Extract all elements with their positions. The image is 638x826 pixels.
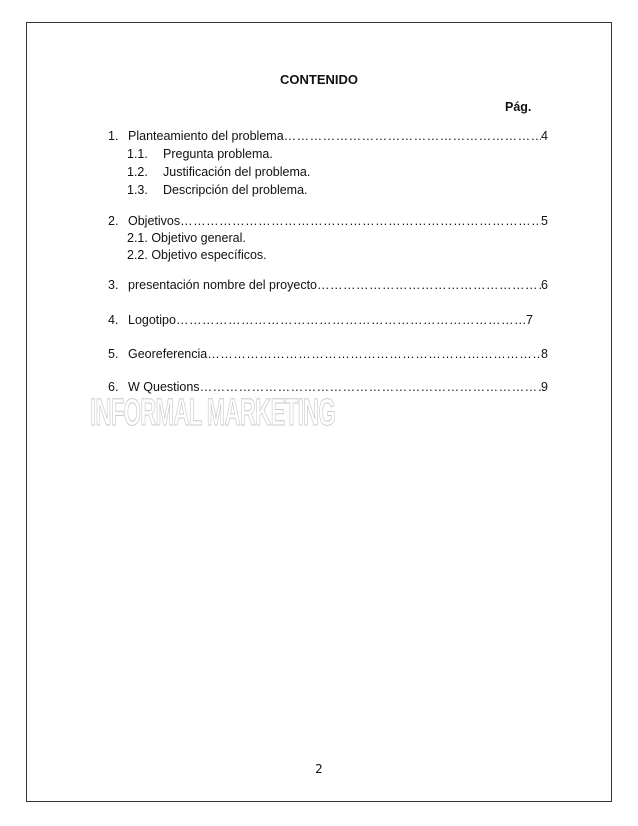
- toc-subentry-label: Pregunta problema.: [163, 147, 273, 161]
- toc-entry-3[interactable]: [108, 277, 548, 293]
- toc-entry-label: Planteamiento del problema: [128, 129, 284, 143]
- toc-leader-dots: [284, 128, 541, 144]
- toc-entry-1[interactable]: [108, 128, 548, 144]
- toc-subentry-number: 1.3.: [127, 183, 148, 197]
- toc-entry-page: 4: [541, 129, 548, 143]
- toc-entry-number: 2.: [108, 214, 119, 228]
- toc-subentry-2-1[interactable]: 2.1. Objetivo general.: [127, 231, 246, 245]
- watermark: INFORMAL MARKETING: [90, 392, 336, 434]
- toc-entry-number: 6.: [108, 380, 119, 394]
- toc-subentry-2-2[interactable]: 2.2. Objetivo específicos.: [127, 248, 267, 262]
- toc-subentry-number: 1.1.: [127, 147, 148, 161]
- toc-entry-number: 1.: [108, 129, 119, 143]
- toc-leader-dots: [207, 346, 541, 362]
- toc-entry-label: W Questions: [128, 380, 200, 394]
- toc-entry-label: presentación nombre del proyecto: [128, 278, 318, 292]
- page-title: CONTENIDO: [280, 72, 358, 87]
- toc-entry-number: 3.: [108, 278, 119, 292]
- toc-entry-label: Logotipo: [128, 313, 176, 327]
- toc-leader-dots: [176, 312, 526, 328]
- toc-entry-number: 5.: [108, 347, 119, 361]
- toc-subentry-1-3[interactable]: [127, 182, 308, 198]
- toc-entry-number: 4.: [108, 313, 119, 327]
- toc-entry-label: Georeferencia: [128, 347, 208, 361]
- toc-entry-page: 5: [541, 214, 548, 228]
- toc-subentry-1-1[interactable]: [127, 146, 273, 162]
- toc-subentry-label: Justificación del problema.: [163, 165, 311, 179]
- toc-leader-dots: [317, 277, 541, 293]
- toc-subentry-1-2[interactable]: [127, 164, 310, 180]
- toc-entry-label: Objetivos: [128, 214, 181, 228]
- toc-subentry-label: Descripción del problema.: [163, 183, 308, 197]
- toc-leader-dots: [180, 213, 541, 229]
- toc-entry-4[interactable]: [108, 312, 548, 328]
- toc-entry-page: 6: [541, 278, 548, 292]
- toc-entry-page: 7: [525, 313, 533, 327]
- toc-entry-page: 8: [541, 347, 548, 361]
- toc-subentry-number: 1.2.: [127, 165, 148, 179]
- toc-entry-page: 9: [541, 380, 548, 394]
- toc-entry-5[interactable]: [108, 346, 548, 362]
- page-number: 2: [315, 762, 323, 776]
- page-column-header: Pág.: [505, 100, 532, 114]
- toc-entry-2[interactable]: [108, 213, 548, 229]
